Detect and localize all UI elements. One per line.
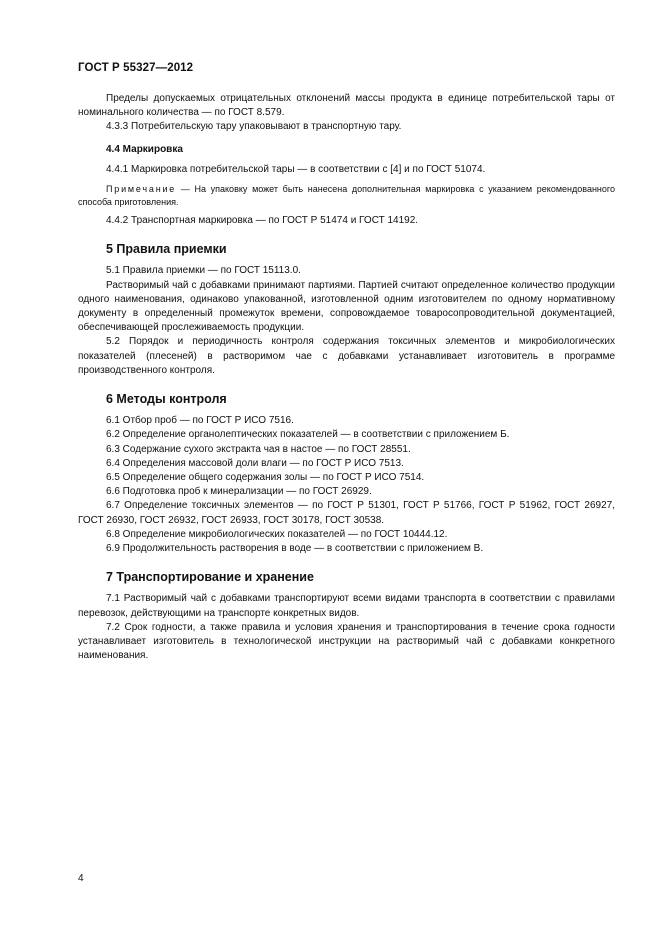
list-item: 6.4 Определения массовой доли влаги — по ГОСТ Р ИСО 7513. xyxy=(106,457,404,469)
paragraph-5-1: 5.1 Правила приемки — по ГОСТ 15113.0. xyxy=(106,265,301,277)
page-number: 4 xyxy=(78,873,84,884)
list-item: 6.2 Определение органолептических показателей — в соответствии с приложением Б. xyxy=(106,429,510,441)
section-heading-5: 5 Правила приемки xyxy=(106,242,227,257)
list-item: 6.8 Определение микробиологических показателей — по ГОСТ 10444.12. xyxy=(106,528,448,540)
list-item: 6.3 Содержание сухого экстракта чая в настое — по ГОСТ 28551. xyxy=(106,443,411,455)
subsection-heading-4-4: 4.4 Маркировка xyxy=(106,143,183,155)
paragraph-5-1-lots: Растворимый чай с добавками принимают партиями. Партией считают определенное количество продукции одного наименования, одинаково упакованной, изготовленной одним изготовителем по одному нормативному документу в определенный промежуток времени, сопровождаемое товаросопроводительной документацией, обеспечивающей прослеживаемость продукции. xyxy=(78,279,615,334)
paragraph-mass-limits: Пределы допускаемых отрицательных отклонений массы продукта в единице потребительской тары от номинального количества — по ГОСТ 8.579. xyxy=(78,93,615,119)
paragraph-4-4-1: 4.4.1 Маркировка потребительской тары — в соответствии с [4] и по ГОСТ 51074. xyxy=(106,163,486,175)
list-item: 6.5 Определение общего содержания золы — по ГОСТ Р ИСО 7514. xyxy=(106,472,425,484)
section-heading-7: 7 Транспортирование и хранение xyxy=(106,570,314,585)
list-item: 6.6 Подготовка проб к минерализации — по ГОСТ 26929. xyxy=(106,486,372,498)
note-text: — На упаковку может быть нанесена дополнительная маркировка с указанием рекомендованного способа приготовления. xyxy=(78,184,615,207)
list-item: 6.9 Продолжительность растворения в воде — в соответствии с приложением В. xyxy=(106,543,484,555)
document-body xyxy=(78,92,615,664)
paragraph-4-3-3: 4.3.3 Потребительскую тару упаковывают в транспортную тару. xyxy=(106,121,402,133)
paragraph-4-4-2: 4.4.2 Транспортная маркировка — по ГОСТ Р 51474 и ГОСТ 14192. xyxy=(106,215,419,227)
paragraph-6-7: 6.7 Определение токсичных элементов — по ГОСТ Р 51301, ГОСТ Р 51766, ГОСТ Р 51962, ГОСТ 26927, ГОСТ 26930, ГОСТ 26932, ГОСТ 26933, ГОСТ 30178, ГОСТ 30538. xyxy=(78,500,615,526)
paragraph-7-1: 7.1 Растворимый чай с добавками транспортируют всеми видами транспорта в соответствии с правилами перевозок, действующими на транспорте конкретных видов. xyxy=(78,593,615,619)
note-paragraph xyxy=(78,183,615,208)
list-item: 6.1 Отбор проб — по ГОСТ Р ИСО 7516. xyxy=(106,415,294,427)
paragraph-7-2: 7.2 Срок годности, а также правила и условия хранения и транспортирования в течение срока годности устанавливает изготовитель в технологической инструкции на растворимый чай с добавками конкретного наименования. xyxy=(78,621,615,662)
document-header: ГОСТ Р 55327—2012 xyxy=(78,62,194,74)
section-heading-6: 6 Методы контроля xyxy=(106,392,227,407)
note-label: Примечание xyxy=(106,184,177,195)
paragraph-5-2: 5.2 Порядок и периодичность контроля содержания токсичных элементов и микробиологических показателей (плесеней) в растворимом чае с добавками устанавливает изготовитель в программе производственного контроля. xyxy=(78,336,615,376)
